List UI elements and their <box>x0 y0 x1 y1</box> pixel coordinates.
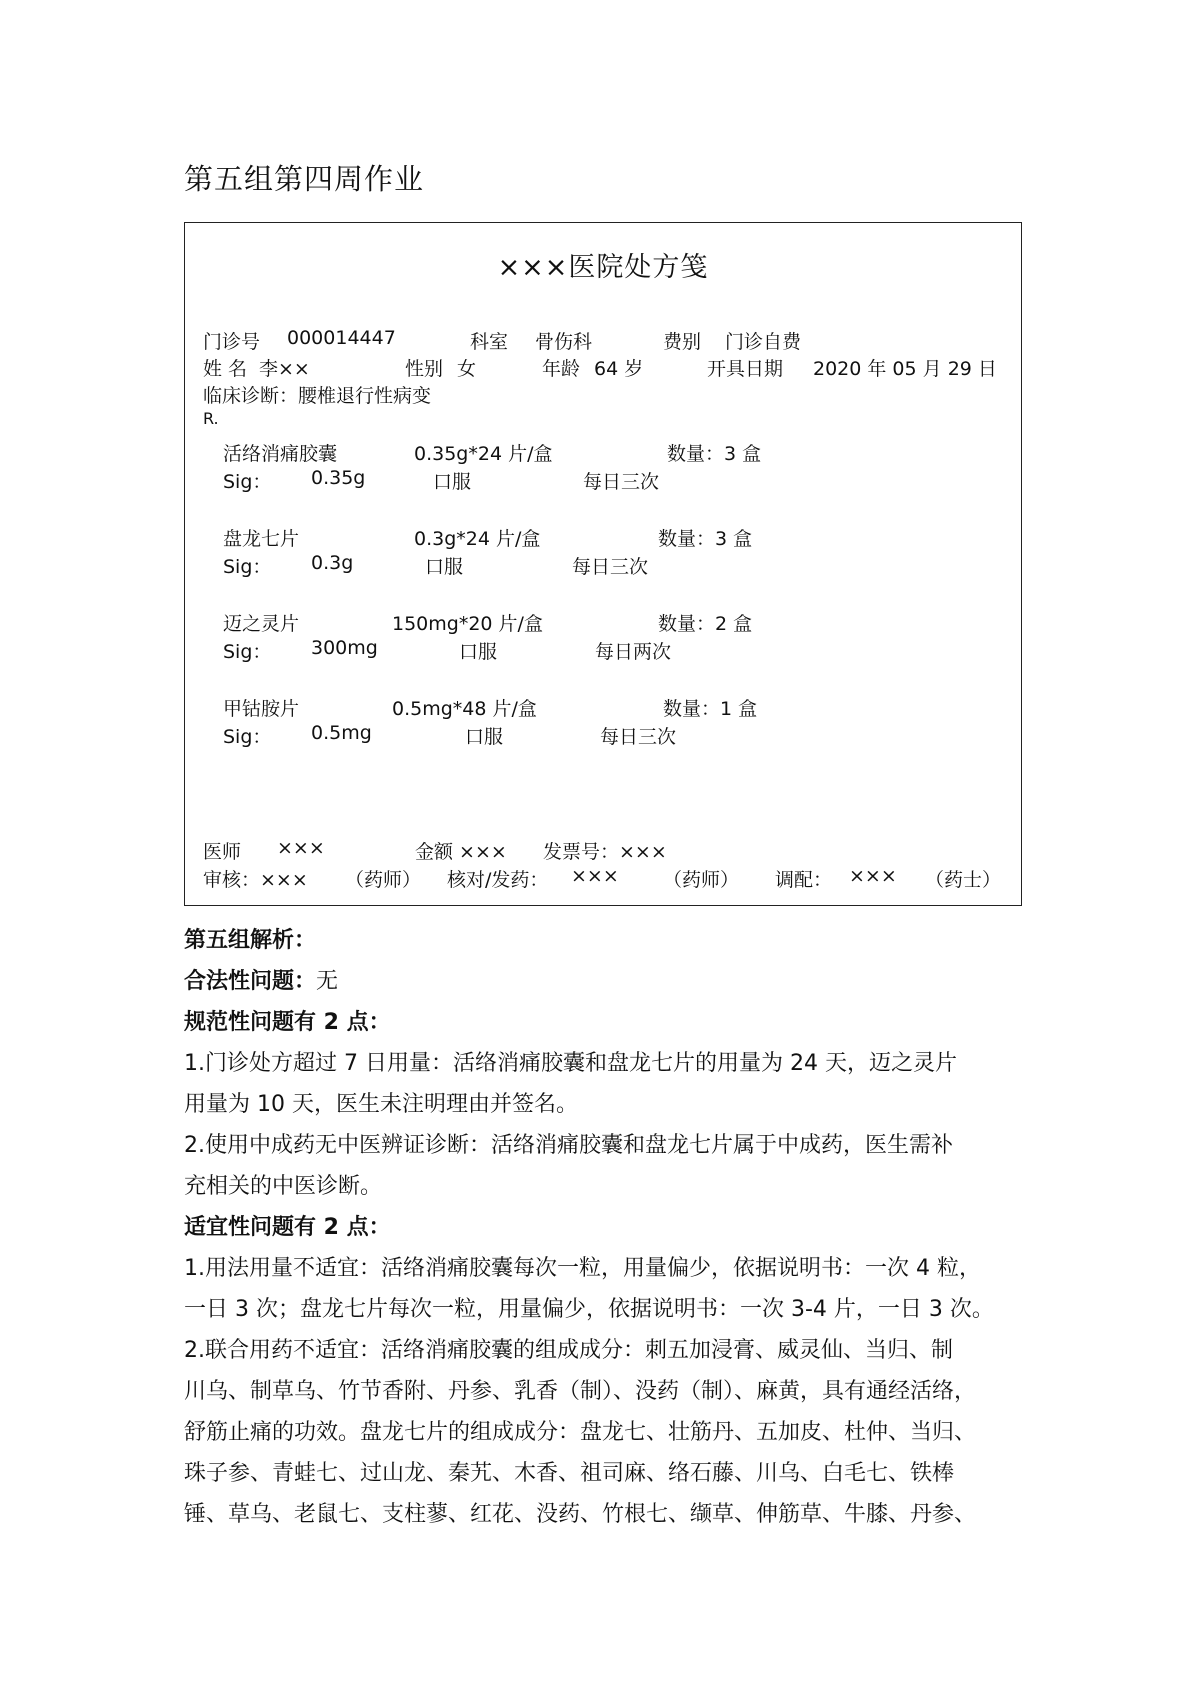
drug-qty: 数量：3 盒 <box>658 528 753 550</box>
drug-route: 口服 <box>465 726 504 748</box>
doctor-value: ××× <box>277 837 325 859</box>
suitability-line: 一日 3 次；盘龙七片每次一粒，用量偏少，依据说明书：一次 3-4 片，一日 3 次。 <box>184 1297 994 1322</box>
checker-label: 核对/发药： <box>447 869 549 891</box>
rx-mark: R. <box>203 409 219 428</box>
drug-dose: 0.5mg <box>311 722 372 744</box>
suitability-line: 川乌、制草乌、竹节香附、丹参、乳香（制）、没药（制）、麻黄，具有通经活络， <box>184 1379 977 1404</box>
dispenser-value: ××× <box>849 865 897 887</box>
fee-value: 门诊自费 <box>725 331 802 353</box>
invoice-no: 发票号：××× <box>543 841 667 863</box>
drug-qty: 数量：3 盒 <box>667 443 762 465</box>
date-value: 2020 年 05 月 29 日 <box>813 358 997 380</box>
clinic-no-value: 000014447 <box>287 327 396 349</box>
drug-frequency: 每日两次 <box>595 641 672 663</box>
doctor-label: 医师 <box>203 841 242 863</box>
reviewer: 审核：××× <box>203 869 308 891</box>
amount: 金额 ××× <box>415 841 507 863</box>
drug-name: 迈之灵片 <box>223 613 300 635</box>
reviewer-role: （药师） <box>345 869 422 891</box>
age-value: 64 岁 <box>594 358 644 380</box>
drug-route: 口服 <box>459 641 498 663</box>
standard-line: 充相关的中医诊断。 <box>184 1174 383 1199</box>
drug-dose: 300mg <box>311 637 378 659</box>
drug-spec: 0.5mg*48 片/盒 <box>392 698 537 720</box>
dept-value: 骨伤科 <box>535 331 593 353</box>
drug-route: 口服 <box>425 556 464 578</box>
dispenser-label: 调配： <box>775 869 833 891</box>
drug-frequency: 每日三次 <box>600 726 677 748</box>
standard-heading: 规范性问题有 2 点： <box>184 1010 391 1035</box>
prescription-form <box>184 222 1022 906</box>
gender-label: 性别 <box>405 358 444 380</box>
age-label: 年龄 <box>542 358 581 380</box>
gender-value: 女 <box>457 358 477 380</box>
analysis-heading: 第五组解析： <box>184 928 317 953</box>
drug-frequency: 每日三次 <box>583 471 660 493</box>
date-label: 开具日期 <box>707 358 784 380</box>
drug-qty: 数量：1 盒 <box>663 698 758 720</box>
dispenser-role: （药士） <box>925 869 1002 891</box>
legality-label: 合法性问题： <box>184 969 317 994</box>
suitability-line: 锤、草乌、老鼠七、支柱蓼、红花、没药、竹根七、缬草、伸筋草、牛膝、丹参、 <box>184 1502 977 1527</box>
suitability-heading: 适宜性问题有 2 点： <box>184 1215 391 1240</box>
suitability-line: 1.用法用量不适宜：活络消痛胶囊每次一粒，用量偏少，依据说明书：一次 4 粒， <box>184 1256 981 1281</box>
legality-line <box>184 961 1024 1002</box>
suitability-line: 舒筋止痛的功效。盘龙七片的组成成分：盘龙七、壮筋丹、五加皮、杜仲、当归、 <box>184 1420 977 1445</box>
legality-value: 无 <box>316 969 339 994</box>
patient-name-label: 姓 名 <box>203 358 248 380</box>
drug-qty: 数量：2 盒 <box>658 613 753 635</box>
standard-line: 1.门诊处方超过 7 日用量：活络消痛胶囊和盘龙七片的用量为 24 天，迈之灵片 <box>184 1051 957 1076</box>
prescription-title: ×××医院处方笺 <box>497 252 709 283</box>
fee-label: 费别 <box>663 331 702 353</box>
clinic-no-label: 门诊号 <box>203 331 261 353</box>
suitability-line: 2.联合用药不适宜：活络消痛胶囊的组成成分：刺五加浸膏、威灵仙、当归、制 <box>184 1338 953 1363</box>
drug-dose: 0.3g <box>311 552 354 574</box>
patient-name-value: 李×× <box>259 358 310 380</box>
drug-spec: 150mg*20 片/盒 <box>392 613 543 635</box>
dept-label: 科室 <box>470 331 509 353</box>
drug-sig: Sig： <box>223 726 272 748</box>
drug-sig: Sig： <box>223 471 272 493</box>
standard-line: 2.使用中成药无中医辨证诊断：活络消痛胶囊和盘龙七片属于中成药，医生需补 <box>184 1133 953 1158</box>
drug-sig: Sig： <box>223 556 272 578</box>
checker-role: （药师） <box>663 869 740 891</box>
clinical-diagnosis: 临床诊断：腰椎退行性病变 <box>203 385 432 407</box>
drug-dose: 0.35g <box>311 467 366 489</box>
drug-name: 盘龙七片 <box>223 528 300 550</box>
drug-name: 甲钴胺片 <box>223 698 300 720</box>
analysis-section <box>184 920 1024 1535</box>
drug-frequency: 每日三次 <box>572 556 649 578</box>
standard-line: 用量为 10 天，医生未注明理由并签名。 <box>184 1092 578 1117</box>
drug-spec: 0.3g*24 片/盒 <box>414 528 541 550</box>
drug-route: 口服 <box>433 471 472 493</box>
drug-spec: 0.35g*24 片/盒 <box>414 443 553 465</box>
page-title: 第五组第四周作业 <box>184 162 425 196</box>
suitability-line: 珠子参、青蛙七、过山龙、秦艽、木香、祖司麻、络石藤、川乌、白毛七、铁棒 <box>184 1461 955 1486</box>
checker-value: ××× <box>571 865 619 887</box>
drug-sig: Sig： <box>223 641 272 663</box>
drug-name: 活络消痛胶囊 <box>223 443 338 465</box>
